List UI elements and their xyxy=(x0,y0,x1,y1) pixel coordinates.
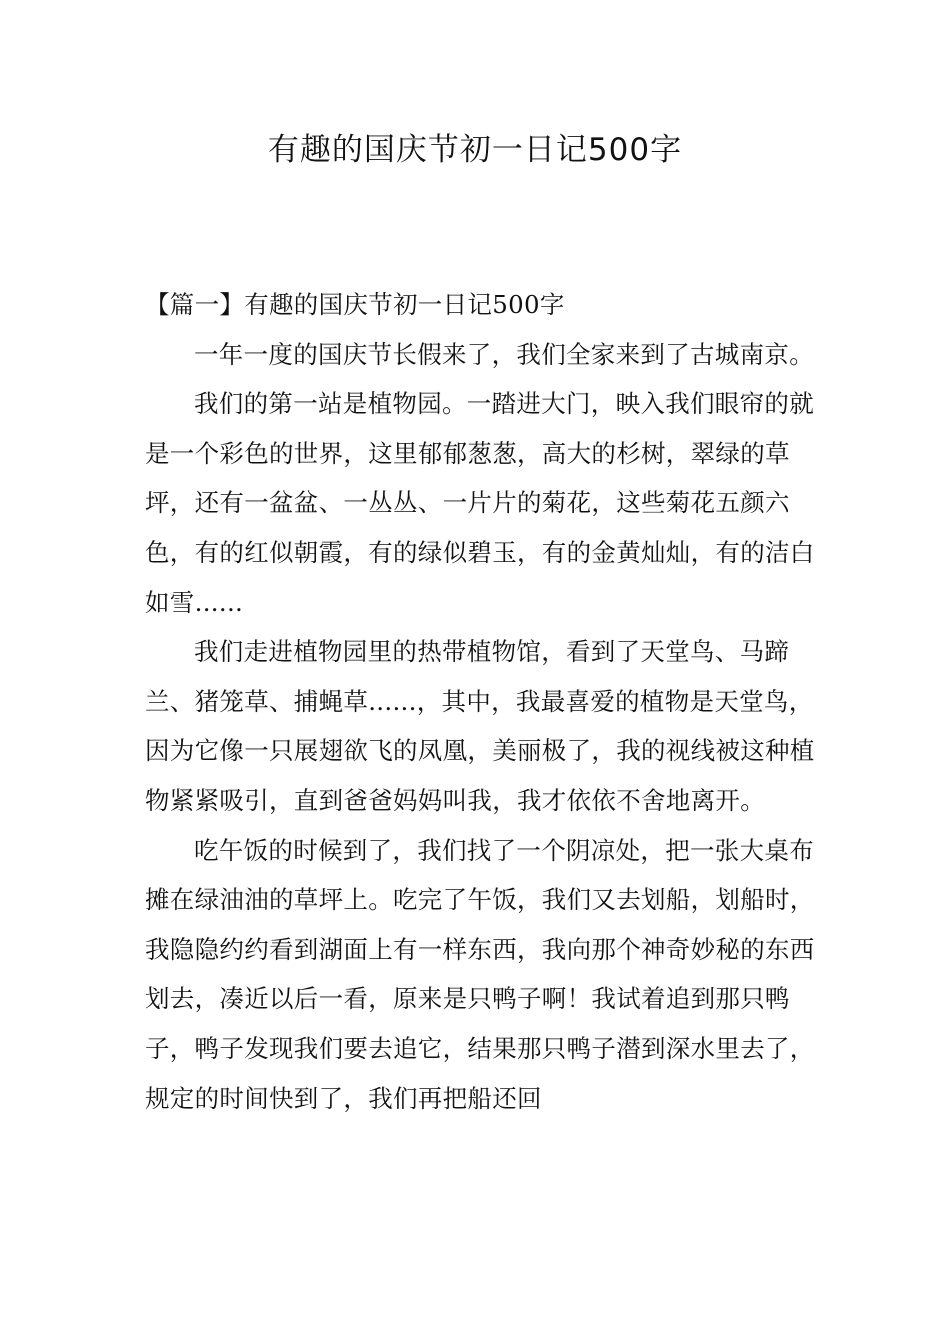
paragraph-4: 吃午饭的时候到了，我们找了一个阴凉处，把一张大桌布摊在绿油油的草坪上。吃完了午饭，我们又去划船，划船时，我隐隐约约看到湖面上有一样东西，我向那个神奇妙秘的东西划去，凑近以后一看，原来是只鸭子啊！我试着追到那只鸭子，鸭子发现我们要去追它，结果那只鸭子潜到深水里去了，规定的时间快到了，我们再把船还回 xyxy=(145,835,815,1113)
paragraph-2: 我们的第一站是植物园。一踏进大门，映入我们眼帘的就是一个彩色的世界，这里郁郁葱葱，高大的杉树，翠绿的草坪，还有一盆盆、一丛丛、一片片的菊花，这些菊花五颜六色，有的红似朝霞，有的绿似碧玉，有的金黄灿灿，有的洁白如雪...... xyxy=(145,389,815,617)
section-heading: 【篇一】有趣的国庆节初一日记500字 xyxy=(145,290,565,319)
document-body xyxy=(145,280,815,1123)
document-title: 有趣的国庆节初一日记500字 xyxy=(267,132,683,168)
paragraph-1: 一年一度的国庆节长假来了，我们全家来到了古城南京。 xyxy=(194,339,814,369)
paragraph-3: 我们走进植物园里的热带植物馆，看到了天堂鸟、马蹄兰、猪笼草、捕蝇草......，其中，我最喜爱的植物是天堂鸟，因为它像一只展翅欲飞的凤凰，美丽极了，我的视线被这种植物紧紧吸引，直到爸爸妈妈叫我，我才依依不舍地离开。 xyxy=(145,637,815,815)
